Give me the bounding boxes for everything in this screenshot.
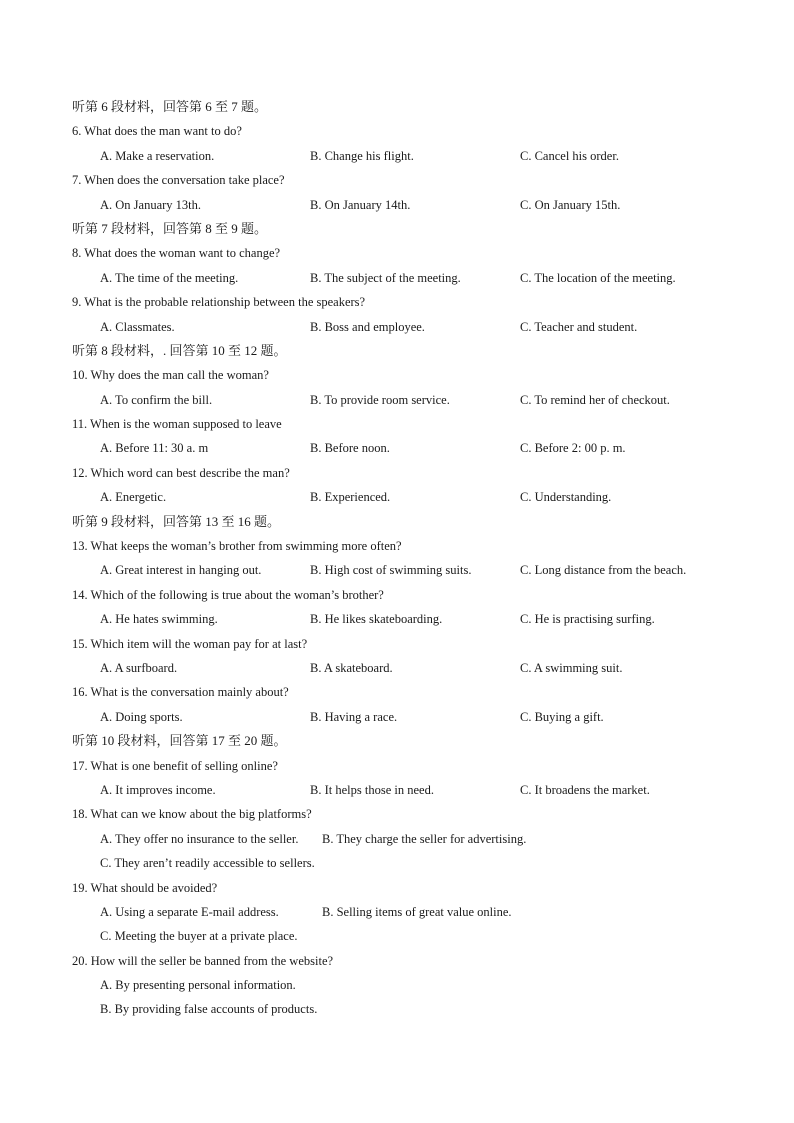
options-14 <box>72 607 732 631</box>
option-15a: A. A surfboard. <box>100 660 178 675</box>
option-10c: C. To remind her of checkout. <box>520 392 670 407</box>
options-16 <box>72 705 732 729</box>
option-13a: A. Great interest in hanging out. <box>100 563 262 578</box>
question-10: 10. Why does the man call the woman? <box>72 368 269 383</box>
question-17: 17. What is one benefit of selling online? <box>72 758 278 773</box>
question-15: 15. Which item will the woman pay for at last? <box>72 636 308 651</box>
option-19c: C. Meeting the buyer at a private place. <box>100 929 298 944</box>
section-heading-6: 听第 6 段材料，回答第 6 至 7 题。 <box>72 99 268 114</box>
exam-page <box>72 95 732 1022</box>
options-7 <box>72 193 732 217</box>
options-6 <box>72 144 732 168</box>
question-20: 20. How will the seller be banned from the website? <box>72 953 334 968</box>
option-10a: A. To confirm the bill. <box>100 392 213 407</box>
question-9: 9. What is the probable relationship between the speakers? <box>72 295 366 310</box>
option-18c: C. They aren’t readily accessible to sellers. <box>100 856 315 871</box>
option-6b: B. Change his flight. <box>310 148 414 163</box>
question-12: 12. Which word can best describe the man? <box>72 465 290 480</box>
option-11c: C. Before 2: 00 p. m. <box>520 441 626 456</box>
options-17 <box>72 778 732 802</box>
options-20-row2 <box>72 997 732 1021</box>
options-20-row1 <box>72 973 732 997</box>
option-10b: B. To provide room service. <box>310 392 450 407</box>
option-17c: C. It broadens the market. <box>520 782 650 797</box>
options-19-row1 <box>72 900 732 924</box>
option-15c: C. A swimming suit. <box>520 660 623 675</box>
option-7c: C. On January 15th. <box>520 197 621 212</box>
section-heading-7: 听第 7 段材料，回答第 8 至 9 题。 <box>72 220 268 236</box>
question-13: 13. What keeps the woman’s brother from swimming more often? <box>72 539 402 554</box>
option-14a: A. He hates swimming. <box>100 612 218 627</box>
option-14b: B. He likes skateboarding. <box>310 612 443 627</box>
option-8a: A. The time of the meeting. <box>100 270 239 285</box>
option-6c: C. Cancel his order. <box>520 148 619 163</box>
option-12a: A. Energetic. <box>100 490 167 505</box>
question-11: 11. When is the woman supposed to leave <box>72 417 282 432</box>
question-18: 18. What can we know about the big platforms? <box>72 807 312 822</box>
option-17b: B. It helps those in need. <box>310 782 434 797</box>
option-7b: B. On January 14th. <box>310 197 411 212</box>
option-15b: B. A skateboard. <box>310 660 393 675</box>
options-8 <box>72 266 732 290</box>
option-9a: A. Classmates. <box>100 319 175 334</box>
option-19b: B. Selling items of great value online. <box>322 904 512 919</box>
option-16c: C. Buying a gift. <box>520 709 604 724</box>
question-6: 6. What does the man want to do? <box>72 124 242 139</box>
option-9b: B. Boss and employee. <box>310 319 425 334</box>
option-13b: B. High cost of swimming suits. <box>310 563 472 578</box>
option-17a: A. It improves income. <box>100 782 216 797</box>
option-7a: A. On January 13th. <box>100 197 202 212</box>
option-20b: B. By providing false accounts of products. <box>100 1002 318 1017</box>
option-12c: C. Understanding. <box>520 490 612 505</box>
option-8c: C. The location of the meeting. <box>520 270 676 285</box>
option-20a: A. By presenting personal information. <box>100 978 296 993</box>
option-9c: C. Teacher and student. <box>520 319 638 334</box>
option-12b: B. Experienced. <box>310 490 391 505</box>
options-13 <box>72 558 732 582</box>
option-8b: B. The subject of the meeting. <box>310 270 461 285</box>
option-13c: C. Long distance from the beach. <box>520 563 687 578</box>
option-16b: B. Having a race. <box>310 709 398 724</box>
question-8: 8. What does the woman want to change? <box>72 246 281 261</box>
options-9 <box>72 315 732 339</box>
section-heading-10: 听第 10 段材料，回答第 17 至 20 题。 <box>72 733 287 749</box>
option-6a: A. Make a reservation. <box>100 148 215 163</box>
option-11b: B. Before noon. <box>310 441 390 456</box>
options-11 <box>72 436 732 460</box>
section-heading-9: 听第 9 段材料，回答第 13 至 16 题。 <box>72 513 281 529</box>
option-11a: A. Before 11: 30 a. m <box>100 441 209 456</box>
options-19-row2 <box>72 924 732 948</box>
option-16a: A. Doing sports. <box>100 709 183 724</box>
section-heading-8: 听第 8 段材料，. 回答第 10 至 12 题。 <box>72 342 287 358</box>
option-18b: B. They charge the seller for advertising. <box>322 831 527 846</box>
question-16: 16. What is the conversation mainly about? <box>72 685 289 700</box>
options-18-row1 <box>72 827 732 851</box>
options-10 <box>72 388 732 412</box>
options-15 <box>72 656 732 680</box>
options-18-row2 <box>72 851 732 875</box>
option-18a: A. They offer no insurance to the seller. <box>100 831 299 846</box>
question-19: 19. What should be avoided? <box>72 880 218 895</box>
question-7: 7. When does the conversation take place? <box>72 173 285 188</box>
option-14c: C. He is practising surfing. <box>520 612 655 627</box>
options-12 <box>72 485 732 509</box>
question-14: 14. Which of the following is true about the woman’s brother? <box>72 587 384 602</box>
option-19a: A. Using a separate E-mail address. <box>100 904 279 919</box>
